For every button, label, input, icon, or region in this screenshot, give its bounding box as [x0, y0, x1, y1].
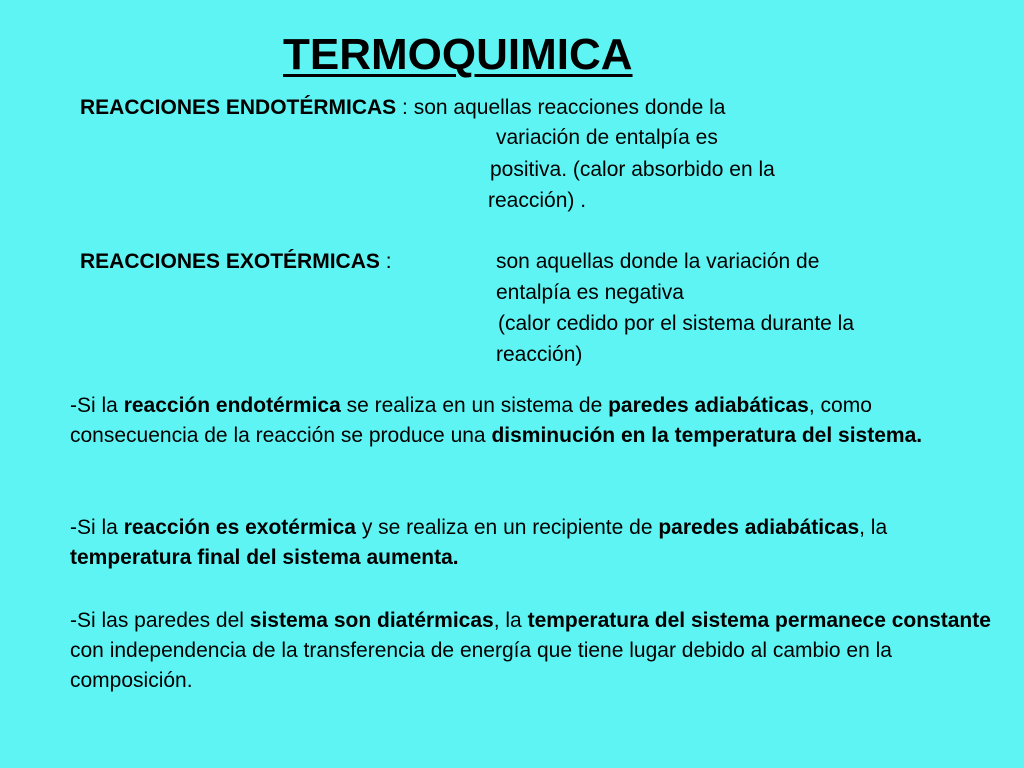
paragraph-adiabatic-endothermic: -Si la reacción endotérmica se realiza en un sistema de paredes adiabáticas, como consecuencia de la reacción se produce una disminución en la temperatura del sistema. — [70, 394, 923, 447]
exothermic-line-4: reacción) — [496, 343, 583, 366]
endothermic-line-4: reacción) . — [488, 189, 587, 212]
paragraph-adiabatic-exothermic: -Si la reacción es exotérmica y se realiza en un recipiente de paredes adiabáticas, la temperatura final del sistema aumenta. — [70, 516, 888, 569]
endothermic-line-2: variación de entalpía es — [496, 126, 718, 149]
endothermic-line-3: positiva. (calor absorbido en la — [490, 158, 775, 181]
page-title: TERMOQUIMICA — [283, 30, 633, 79]
endothermic-line-1: son aquellas reacciones donde la — [413, 96, 726, 119]
exothermic-line-3: (calor cedido por el sistema durante la — [498, 312, 855, 335]
exothermic-line-1: son aquellas donde la variación de — [496, 250, 820, 273]
exothermic-separator: : — [385, 250, 392, 273]
endothermic-term: REACCIONES ENDOTÉRMICAS — [80, 96, 397, 119]
exothermic-line-2: entalpía es negativa — [496, 281, 684, 304]
paragraph-diathermic: -Si las paredes del sistema son diatérmicas, la temperatura del sistema permanece constante con independencia de la transferencia de energía que tiene lugar debido al cambio en la composición. — [70, 609, 991, 692]
exothermic-term: REACCIONES EXOTÉRMICAS — [80, 250, 380, 273]
endothermic-separator: : — [402, 96, 408, 119]
